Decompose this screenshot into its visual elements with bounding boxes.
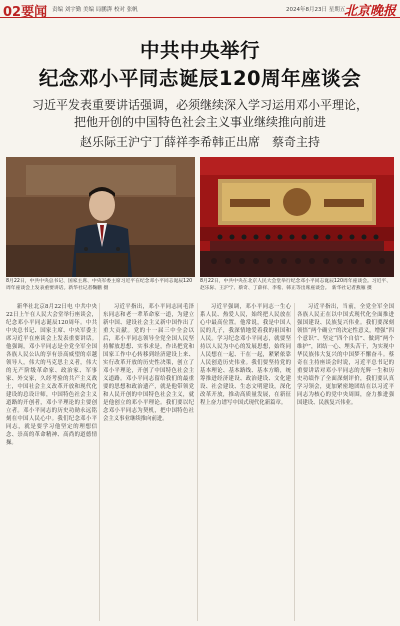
page-number: 02要闻	[3, 5, 48, 20]
masthead	[0, 0, 400, 18]
newspaper-logo: 北京晚报	[343, 4, 396, 19]
headline-line-2: 纪念邓小平同志诞辰120周年座谈会	[38, 67, 362, 90]
article-text: 新华社北京8月22日电 中共中央22日上午在人民大会堂举行座谈会，纪念邓小平同志诞辰120周年。中共中央总书记、国家主席、中央军委主席习近平在座谈会上发表重要讲话。他强调，邓小平同志是全党全军全国各族人民公认的享有崇高威望的卓越领导人，伟大的马克思主义者，伟大的无产阶级革命家、政治家、军事家、外交家，久经考验的共产主义战士，中国社会主义改革开放和现代化建设的总设计师，中国特色社会主义道路的开创者，邓小平理论的主要创立者。邓小平同志的历史功勋永远铭刻在中国人民心中。我们纪念邓小平同志，就是要学习他坚定的理想信念、崇高的革命精神、高尚的道德情操。	[6, 304, 97, 447]
article-column-3	[200, 303, 291, 621]
meeting-hall-photo	[200, 157, 394, 277]
column-divider	[99, 303, 100, 621]
article-column-4	[297, 303, 394, 621]
speech-photo	[6, 157, 195, 277]
article-text: 习近平指出，邓小平同志同毛泽东同志和老一辈革命家一道，为建立新中国、建设社会主义新中国作出了重大贡献。党的十一届三中全会以后，邓小平同志领导全党全国人民坚持解放思想、实事求是，作出把党和国家工作中心转移到经济建设上来、实行改革开放的历史性决策，创立了邓小平理论，开创了中国特色社会主义道路。邓小平同志留给我们的最重要的思想和政治遗产，就是他带领党和人民开创的中国特色社会主义，就是他创立的邓小平理论。我们要以纪念邓小平同志为契机，把中国特色社会主义事业继续推向前进。	[103, 304, 194, 423]
photo-caption-1: 8月22日，中共中央总书记、国家主席、中央军委主席习近平在纪念邓小平同志诞辰120周年座谈会上发表重要讲话。新华社记者鞠鹏 摄	[6, 279, 193, 291]
article-text: 习近平强调，邓小平同志一生心系人民、热爱人民，始终把人民放在心中最高位置。他常说，我是中国人民的儿子，我深情地爱着我的祖国和人民。学习纪念邓小平同志，就要坚持以人民为中心的发展思想，始终同人民想在一起、干在一起，紧紧依靠人民创造历史伟业。我们要坚持党的基本理论、基本路线、基本方略，统筹推进经济建设、政治建设、文化建设、社会建设、生态文明建设，深化改革开放，推动高质量发展，在新征程上奋力谱写中国式现代化新篇章。	[200, 304, 291, 407]
column-divider	[197, 303, 198, 621]
headline-line-1: 中共中央举行	[139, 39, 260, 62]
editor-credits: 责编 刘宇勤 美编 局鹏湃 校对 张帆	[52, 7, 138, 13]
column-divider	[294, 303, 295, 621]
article-text: 习近平指出，当前，全党全军全国各族人民正在以中国式现代化全面推进强国建设、民族复兴伟业。我们要深刻领悟“两个确立”的决定性意义，增强“四个意识”、坚定“四个自信”、做到“两个维护”，团结一心、埋头苦干，为实现中华民族伟大复兴的中国梦不懈奋斗。蔡奇在主持座谈会时说，习近平总书记的重要讲话对邓小平同志的光辉一生和历史功绩作了全面深刻评价，我们要认真学习领会，更加紧密地团结在以习近平同志为核心的党中央周围，奋力推进强国建设、民族复兴伟业。	[297, 304, 394, 407]
subheadline-line-2: 把他开创的中国特色社会主义事业继续推向前进	[73, 115, 326, 129]
attendees-line: 赵乐际王沪宁丁薛祥李希韩正出席 蔡奇主持	[79, 135, 320, 149]
issue-date: 2024年8月23日 星期五	[286, 7, 346, 13]
article-column-2	[103, 303, 194, 621]
subheadline-line-1: 习近平发表重要讲话强调，必须继续深入学习运用邓小平理论，	[31, 98, 368, 112]
article-column-1	[6, 303, 97, 621]
photo-caption-2: 8月22日，中共中央在北京人民大会堂举行纪念邓小平同志诞辰120周年座谈会。习近平、赵乐际、王沪宁、蔡奇、丁薛祥、李希、韩正等出席座谈会。 新华社记者燕雁 摄	[200, 279, 392, 291]
